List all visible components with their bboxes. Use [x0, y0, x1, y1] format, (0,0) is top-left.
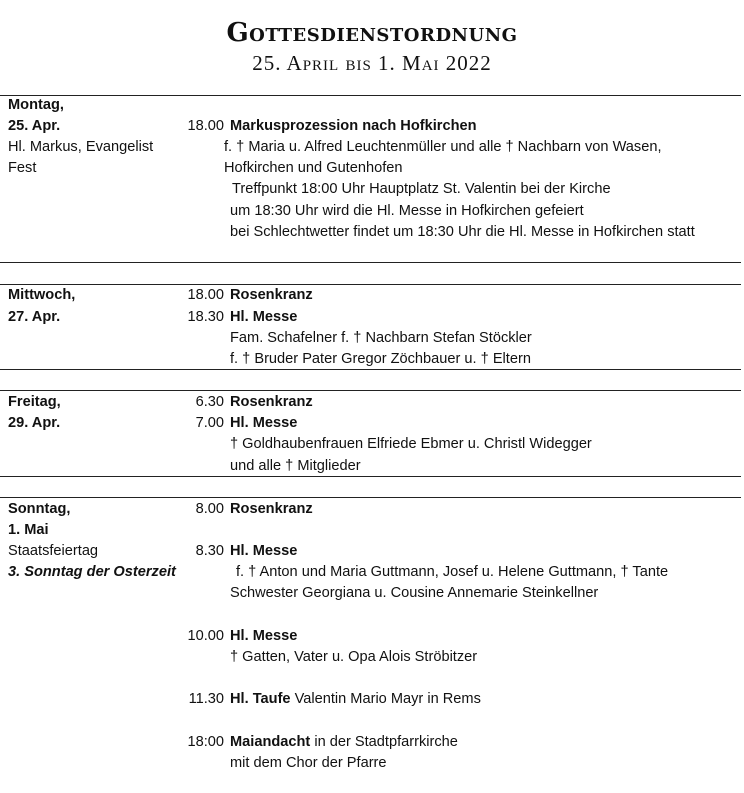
list-item	[0, 583, 741, 604]
event-time: 8.00	[195, 501, 224, 517]
list-item	[0, 520, 741, 541]
event-title: Hl. Messe	[230, 543, 298, 559]
event-time: 18.00	[187, 118, 224, 134]
list-item	[0, 732, 741, 753]
event-detail: Fam. Schafelner f. † Nachbarn Stefan Stöckler	[230, 330, 532, 346]
event-detail: Treffpunkt 18:00 Uhr Hauptplatz St. Valentin bei der Kirche	[232, 181, 611, 197]
event-time: 18:00	[187, 734, 224, 750]
list-item	[0, 307, 741, 328]
event-time: 18.00	[187, 287, 224, 303]
event-detail: f. † Maria u. Alfred Leuchtenmüller und alle † Nachbarn von Wasen,	[224, 139, 662, 155]
event-title: Rosenkranz	[230, 501, 313, 517]
event-detail: Schwester Georgiana u. Cousine Annemarie Steinkellner	[230, 585, 599, 601]
event-detail: f. † Bruder Pater Gregor Zöchbauer u. † Eltern	[230, 351, 531, 367]
feast-note: Hl. Markus, Evangelist	[8, 139, 154, 155]
day-label: Sonntag,	[8, 501, 71, 517]
event-title: Hl. Messe	[230, 309, 298, 325]
event-detail: † Goldhaubenfrauen Elfriede Ebmer u. Christl Widegger	[230, 436, 592, 452]
list-item	[0, 285, 741, 306]
event-detail: und alle † Mitglieder	[230, 458, 361, 474]
event-time: 10.00	[187, 628, 224, 644]
list-item	[0, 456, 741, 477]
list-item	[0, 158, 741, 179]
list-item	[0, 328, 741, 349]
list-item	[0, 201, 741, 222]
divider	[0, 497, 741, 498]
event-title: Rosenkranz	[230, 394, 313, 410]
list-item	[0, 95, 741, 116]
event-time: 7.00	[195, 415, 224, 431]
divider	[0, 262, 741, 263]
list-item	[0, 179, 741, 200]
list-item	[0, 349, 741, 370]
list-item	[0, 413, 741, 434]
list-item	[0, 647, 741, 668]
event-title: Hl. Taufe Valentin Mario Mayr in Rems	[230, 691, 481, 707]
event-title: Markusprozession nach Hofkirchen	[230, 118, 477, 134]
feast-note: Staatsfeiertag	[8, 543, 99, 559]
divider	[0, 390, 741, 391]
event-time: 8.30	[195, 543, 224, 559]
feast-note: Fest	[8, 160, 37, 176]
list-item	[0, 392, 741, 413]
event-detail: bei Schlechtwetter findet um 18:30 Uhr die Hl. Messe in Hofkirchen statt	[230, 224, 695, 240]
liturgy-note: 3. Sonntag der Osterzeit	[8, 564, 176, 580]
date-label: 25. Apr.	[8, 118, 61, 134]
page-subtitle: 25. April bis 1. Mai 2022	[252, 51, 492, 75]
list-item	[0, 689, 741, 710]
event-time: 18.30	[187, 309, 224, 325]
event-detail: um 18:30 Uhr wird die Hl. Messe in Hofkirchen gefeiert	[230, 203, 584, 219]
date-label: 29. Apr.	[8, 415, 61, 431]
list-item	[0, 434, 741, 455]
event-title: Maiandacht in der Stadtpfarrkirche	[230, 734, 458, 750]
event-detail: Hofkirchen und Gutenhofen	[224, 160, 403, 176]
event-detail: mit dem Chor der Pfarre	[230, 755, 387, 771]
list-item	[0, 541, 741, 562]
day-label: Mittwoch,	[8, 287, 76, 303]
day-label: Montag,	[8, 97, 64, 113]
event-title: Rosenkranz	[230, 287, 313, 303]
date-label: 27. Apr.	[8, 309, 61, 325]
event-detail: † Gatten, Vater u. Opa Alois Ströbitzer	[230, 649, 478, 665]
event-title: Hl. Messe	[230, 628, 298, 644]
list-item	[0, 562, 741, 583]
event-time: 11.30	[188, 691, 224, 707]
list-item	[0, 137, 741, 158]
list-item	[0, 753, 741, 774]
event-detail: f. † Anton und Maria Guttmann, Josef u. Helene Guttmann, † Tante	[236, 564, 669, 580]
list-item	[0, 116, 741, 137]
event-time: 6.30	[195, 394, 224, 410]
list-item	[0, 626, 741, 647]
event-title: Hl. Messe	[230, 415, 298, 431]
list-item	[0, 222, 741, 243]
date-label: 1. Mai	[8, 522, 49, 538]
page-title: Gottesdienstordnung	[226, 18, 518, 48]
list-item	[0, 499, 741, 520]
day-label: Freitag,	[8, 394, 61, 410]
